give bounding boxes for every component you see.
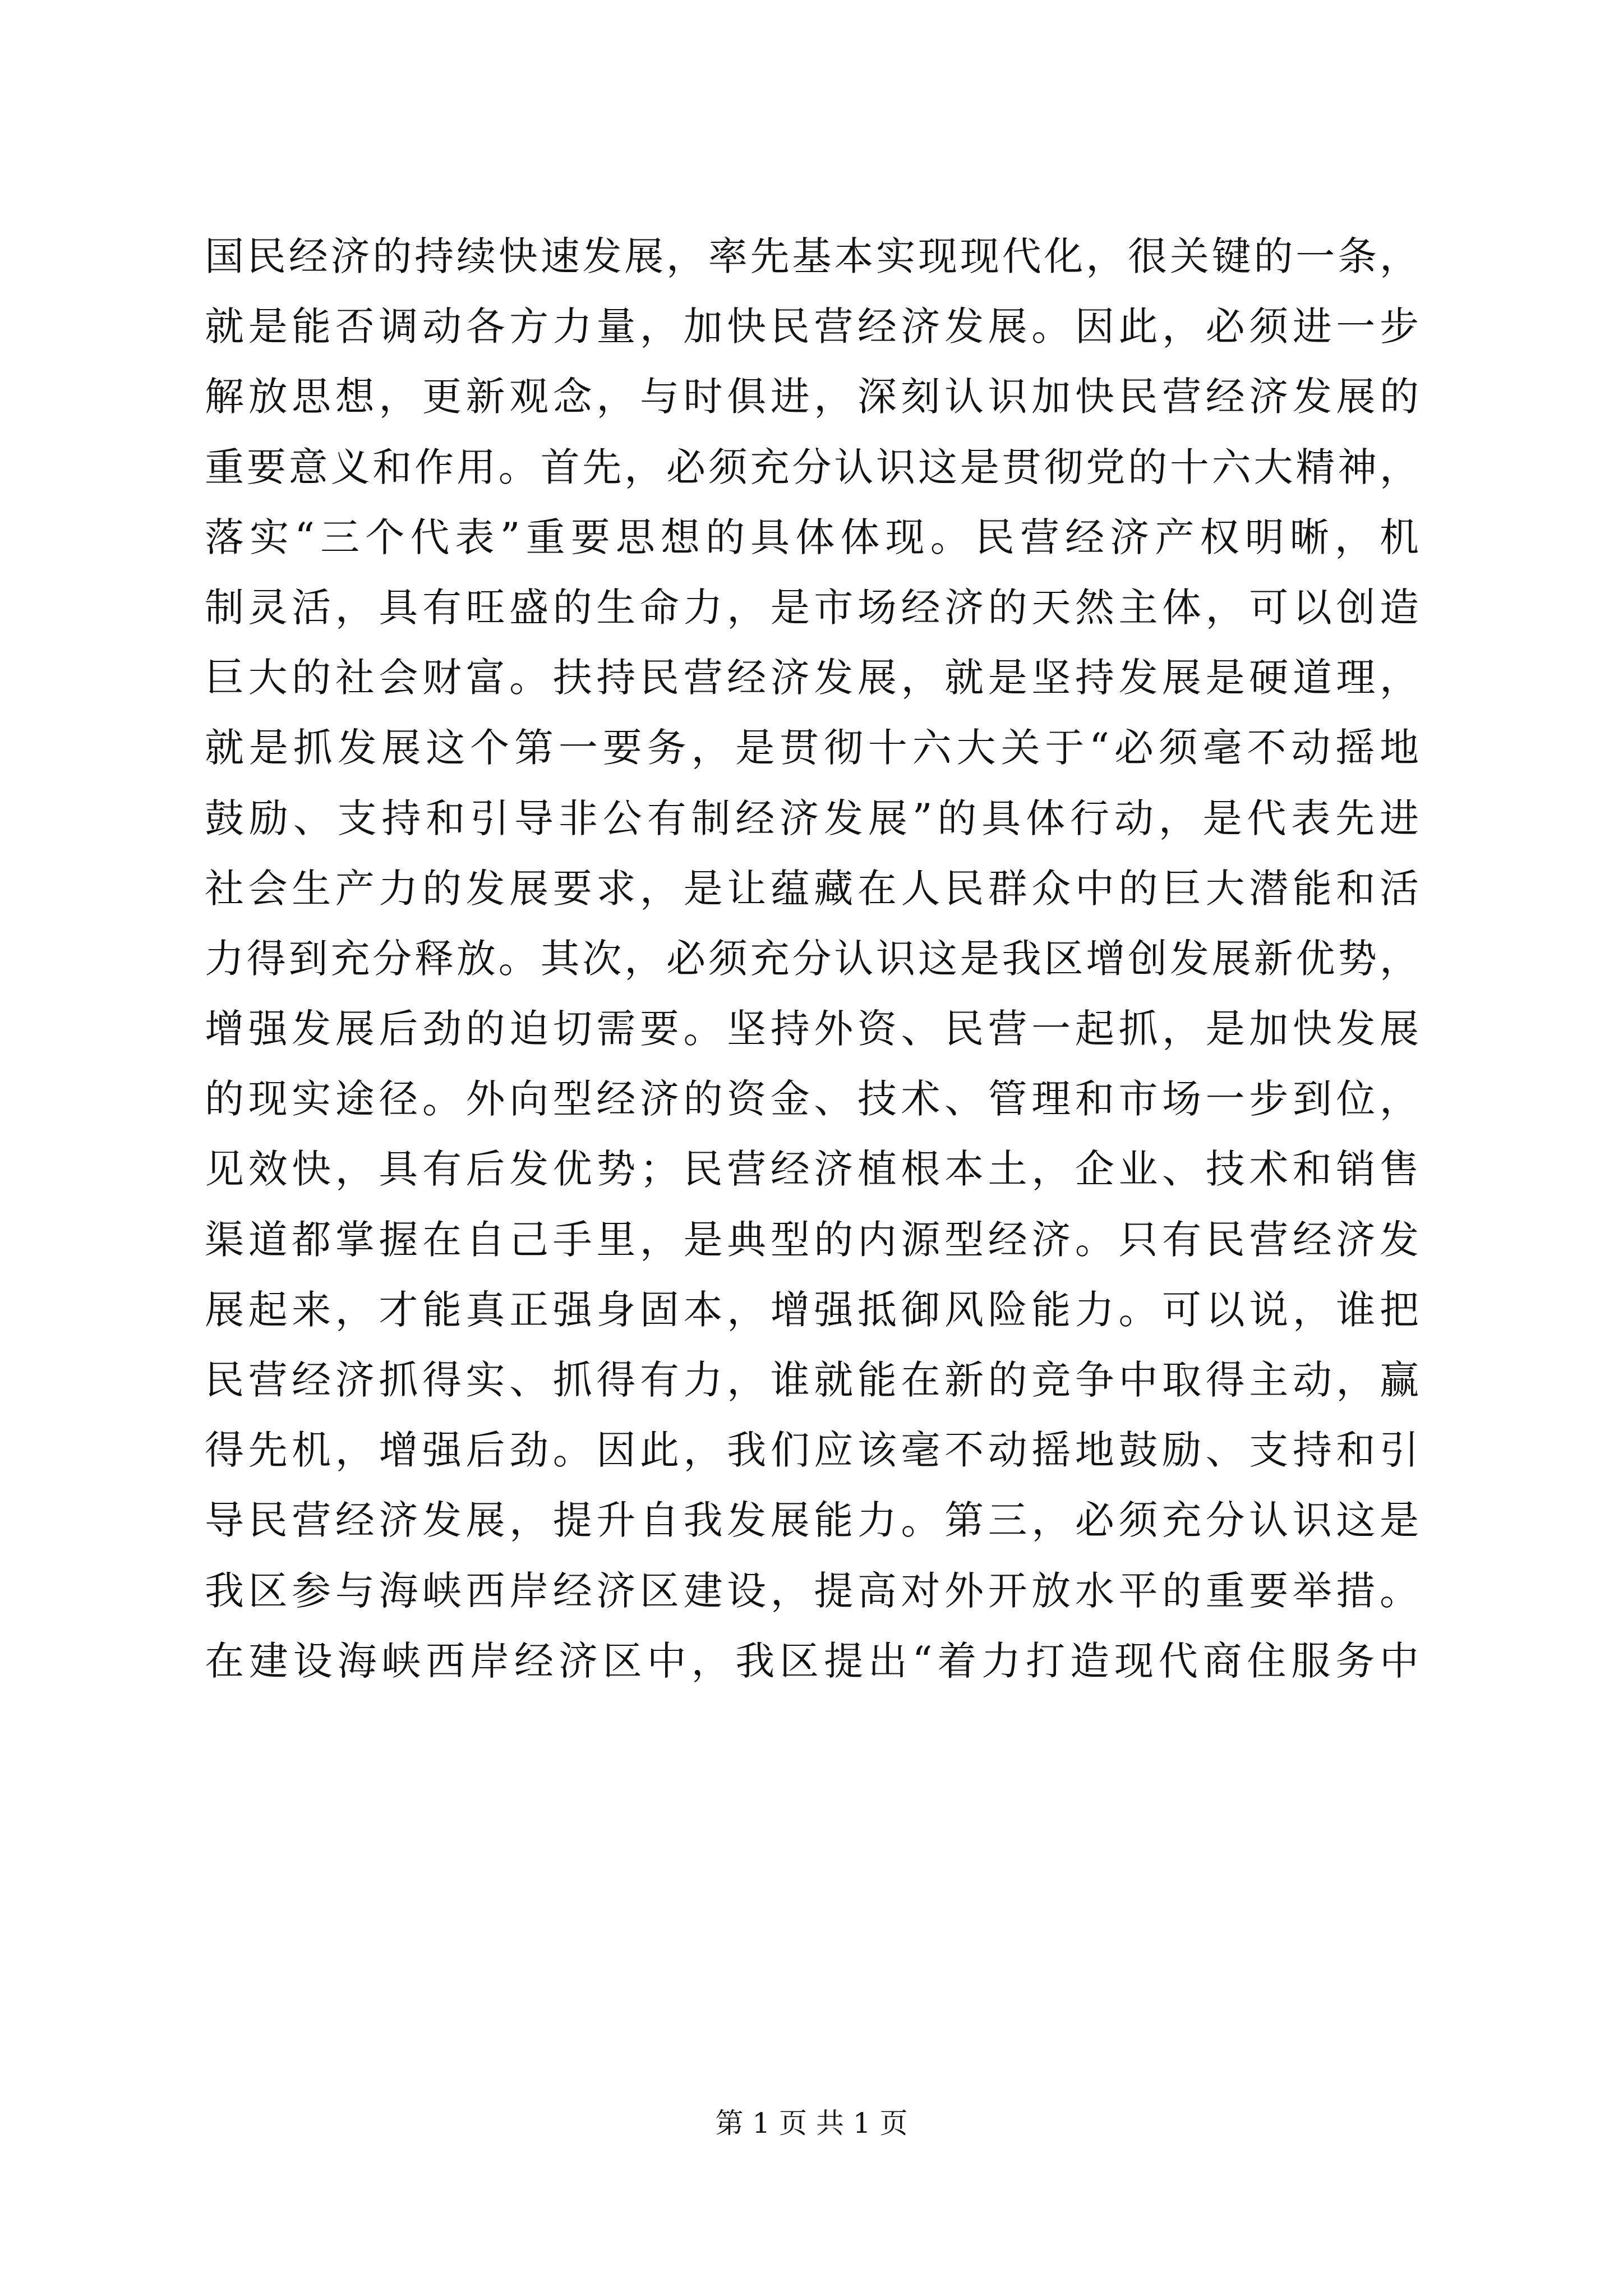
- text-line: 我区参与海峡西岸经济区建设，提高对外开放水平的重要举措。: [205, 1567, 1419, 1614]
- text-line: 落实“三个代表”重要思想的具体体现。民营经济产权明晰，机: [205, 514, 1419, 560]
- text-line: 鼓励、支持和引导非公有制经济发展”的具体行动，是代表先进: [205, 795, 1419, 841]
- text-line: 得先机，增强后劲。因此，我们应该毫不动摇地鼓励、支持和引: [205, 1427, 1419, 1474]
- page-number: 第 1 页 共 1 页: [715, 2107, 908, 2139]
- text-line: 增强发展后劲的迫切需要。坚持外资、民营一起抓，是加快发展: [205, 1006, 1419, 1052]
- text-line: 就是能否调动各方力量，加快民营经济发展。因此，必须进一步: [205, 303, 1419, 350]
- text-line: 国民经济的持续快速发展，率先基本实现现代化，很关键的一条，: [205, 233, 1419, 279]
- text-line: 就是抓发展这个第一要务，是贯彻十六大关于“必须毫不动摇地: [205, 725, 1419, 771]
- document-body: [205, 222, 1419, 1696]
- text-line: 见效快，具有后发优势；民营经济植根本土，企业、技术和销售: [205, 1146, 1419, 1193]
- text-line: 重要意义和作用。首先，必须充分认识这是贯彻党的十六大精神，: [205, 444, 1419, 490]
- text-line: 解放思想，更新观念，与时俱进，深刻认识加快民营经济发展的: [205, 374, 1419, 420]
- text-line: 导民营经济发展，提升自我发展能力。第三，必须充分认识这是: [205, 1497, 1419, 1544]
- text-line: 渠道都掌握在自己手里，是典型的内源型经济。只有民营经济发: [205, 1216, 1419, 1263]
- text-line: 社会生产力的发展要求，是让蕴藏在人民群众中的巨大潜能和活: [205, 865, 1419, 912]
- text-line: 的现实途径。外向型经济的资金、技术、管理和市场一步到位，: [205, 1076, 1419, 1122]
- text-line: 力得到充分释放。其次，必须充分认识这是我区增创发展新优势，: [205, 935, 1419, 982]
- text-line: 在建设海峡西岸经济区中，我区提出“着力打造现代商住服务中: [205, 1637, 1419, 1684]
- page-footer: [0, 2106, 1623, 2140]
- text-line: 展起来，才能真正强身固本，增强抵御风险能力。可以说，谁把: [205, 1286, 1419, 1333]
- text-line: 巨大的社会财富。扶持民营经济发展，就是坚持发展是硬道理，: [205, 655, 1419, 701]
- text-line: 民营经济抓得实、抓得有力，谁就能在新的竞争中取得主动，赢: [205, 1357, 1419, 1403]
- text-line: 制灵活，具有旺盛的生命力，是市场经济的天然主体，可以创造: [205, 584, 1419, 631]
